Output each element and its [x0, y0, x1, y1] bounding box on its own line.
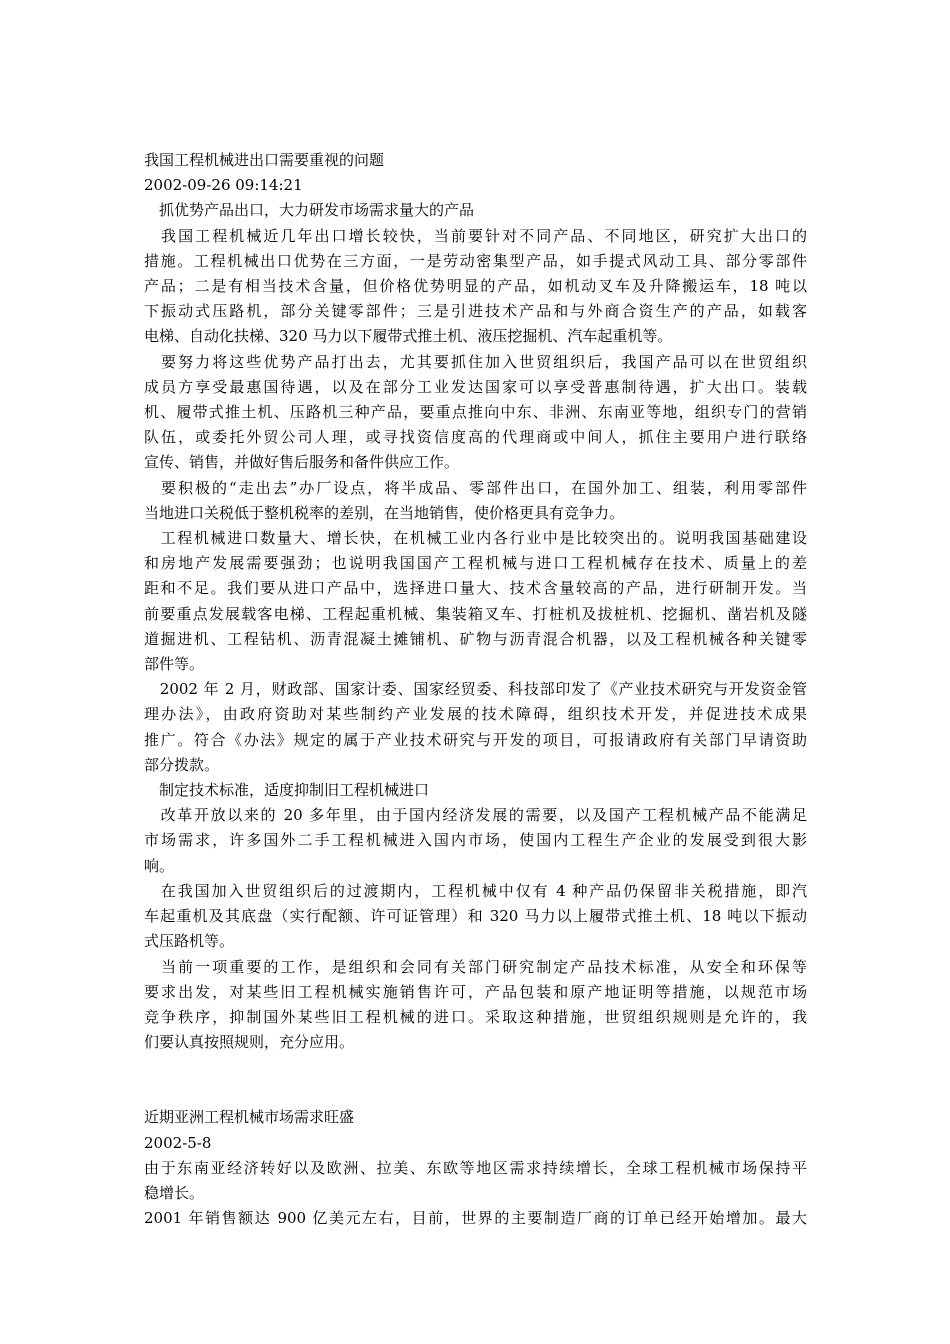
text-line: 宣传、销售，并做好售后服务和备件供应工作。 [144, 453, 460, 472]
text-line: 2001 年销售额达 900 亿美元左右，目前，世界的主要制造厂商的订单已经开始增加。最大 [144, 1209, 807, 1228]
text-line: 前要重点发展载客电梯、工程起重机械、集装箱叉车、打桩机及拔桩机、挖掘机、凿岩机及隧 [144, 604, 807, 623]
text-line: 队伍，或委托外贸公司人理，或寻找资信度高的代理商或中间人，抓住主要用户进行联络 [144, 428, 807, 447]
text-line: 当地进口关税低于整机税率的差别，在当地销售，使价格更具有竞争力。 [144, 503, 625, 522]
text-line: 部件等。 [144, 655, 205, 674]
text-line: 产品；二是有相当技术含量，但价格优势明显的产品，如机动叉车及升降搬运车，18 吨以 [144, 277, 807, 296]
article-2 [144, 1105, 807, 1231]
text-line: 改革开放以来的 20 多年里，由于国内经济发展的需要，以及国产工程机械产品不能满足 [144, 806, 807, 825]
article-separator [144, 1055, 807, 1105]
article-date: 2002-09-26 09:14:21 [144, 176, 303, 195]
text-line: 市场需求，许多国外二手工程机械进入国内市场，使国内工程生产企业的发展受到很大影 [144, 831, 807, 850]
text-line: 要求出发，对某些旧工程机械实施销售许可，产品包装和原产地证明等措施，以规范市场 [144, 982, 807, 1001]
text-line: 们要认真按照规则，充分应用。 [144, 1033, 355, 1052]
text-line: 式压路机等。 [144, 932, 235, 951]
text-line: 距和不足。我们要从进口产品中，选择进口量大、技术含量较高的产品，进行研制开发。当 [144, 579, 807, 598]
text-line: 由于东南亚经济转好以及欧洲、拉美、东欧等地区需求持续增长，全球工程机械市场保持平 [144, 1158, 807, 1177]
text-line: 措施。工程机械出口优势在三方面，一是劳动密集型产品，如手提式风动工具、部分零部件 [144, 251, 807, 270]
text-line: 车起重机及其底盘（实行配额、许可证管理）和 320 马力以上履带式推土机、18 吨以下振动 [144, 907, 807, 926]
text-line: 下振动式压路机，部分关键零部件；三是引进技术产品和与外商合资生产的产品，如载客 [144, 302, 807, 321]
text-line: 和房地产发展需要强劲；也说明我国国产工程机械与进口工程机械存在技术、质量上的差 [144, 554, 807, 573]
text-line: 在我国加入世贸组织后的过渡期内，工程机械中仅有 4 种产品仍保留非关税措施，即汽 [144, 881, 807, 900]
text-line: 推广。符合《办法》规定的属于产业技术研究与开发的项目，可报请政府有关部门早请资助 [144, 730, 807, 749]
text-line: 响。 [144, 856, 175, 875]
text-line: 部分拨款。 [144, 755, 220, 774]
text-line: 制定技术标准，适度抑制旧工程机械进口 [144, 781, 430, 800]
text-line: 理办法》，由政府资助对某些制约产业发展的技术障碍，组织技术开发，并促进技术成果 [144, 705, 807, 724]
article-body [144, 198, 807, 1055]
text-line: 我国工程机械近几年出口增长较快，当前要针对不同产品、不同地区，研究扩大出口的 [144, 226, 807, 245]
article-title: 我国工程机械进出口需要重视的问题 [144, 151, 385, 169]
text-line: 成员方享受最惠国待遇，以及在部分工业发达国家可以享受普惠制待遇，扩大出口。装载 [144, 377, 807, 396]
text-line: 2002 年 2 月，财政部、国家计委、国家经贸委、科技部印发了《产业技术研究与开发资金管 [144, 680, 807, 699]
article-title: 近期亚洲工程机械市场需求旺盛 [144, 1108, 355, 1127]
text-line: 稳增长。 [144, 1183, 205, 1202]
text-line: 当前一项重要的工作，是组织和会同有关部门研究制定产品技术标准，从安全和环保等 [144, 957, 807, 976]
text-line: 机、履带式推土机、压路机三种产品，要重点推向中东、非洲、东南亚等地，组织专门的营销 [144, 403, 807, 422]
article-date: 2002-5-8 [144, 1133, 212, 1152]
text-line: 电梯、自动化扶梯、320 马力以下履带式推土机、液压挖掘机、汽车起重机等。 [144, 327, 673, 346]
text-line: 要积极的“走出去”办厂设点，将半成品、零部件出口，在国外加工、组装，利用零部件 [144, 478, 807, 497]
text-line: 道掘进机、工程钻机、沥青混凝土摊铺机、矿物与沥青混合机器，以及工程机械各种关键零 [144, 629, 807, 648]
text-line: 要努力将这些优势产品打出去，尤其要抓住加入世贸组织后，我国产品可以在世贸组织 [144, 352, 807, 371]
text-line: 抓优势产品出口，大力研发市场需求量大的产品 [144, 201, 475, 220]
text-line: 竞争秩序，抑制国外某些旧工程机械的进口。采取这种措施，世贸组织规则是允许的，我 [144, 1007, 807, 1026]
text-line: 工程机械进口数量大、增长快，在机械工业内各行业中是比较突出的。说明我国基础建设 [144, 529, 807, 548]
article-body [144, 1156, 807, 1232]
article-1 [144, 148, 807, 1055]
document-page [144, 148, 807, 1231]
